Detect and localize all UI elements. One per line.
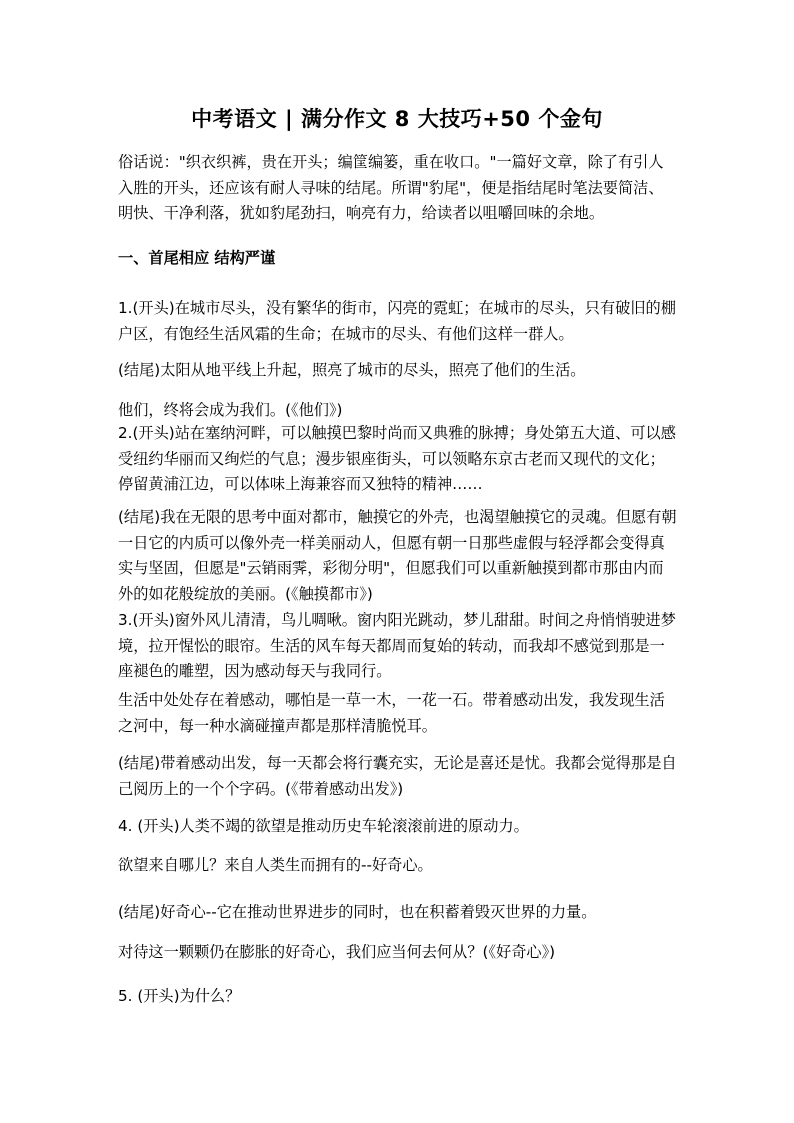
paragraph: 5. (开头)为什么？: [118, 987, 241, 1005]
paragraph: (结尾)我在无限的思考中面对都市，触摸它的外壳，也渴望触摸它的灵魂。但愿有朝一日它的内质可以像外壳一样美丽动人，但愿有朝一日那些虚假与轻浮都会变得真实与坚固，但愿是"云销雨霁，彩彻分明"，但愿我们可以重新触摸到都市那由内而外的如花般绽放的美丽。(《触摸都市》): [118, 508, 677, 603]
paragraph: 欲望来自哪儿？来自人类生而拥有的--好奇心。: [118, 856, 433, 874]
paragraph: 他们，终将会成为我们。(《他们》): [118, 401, 343, 419]
paragraph: 对待这一颗颗仍在膨胀的好奇心，我们应当何去何从？(《好奇心》): [118, 943, 556, 961]
paragraph: 生活中处处存在着感动，哪怕是一草一木，一花一石。带着感动出发，我发现生活之河中，每一种水滴碰撞声都是那样清脆悦耳。: [118, 691, 665, 735]
paragraph: 4. (开头)人类不竭的欲望是推动历史车轮滚滚前进的原动力。: [118, 817, 529, 835]
paragraph: 1.(开头)在城市尽头，没有繁华的街市，闪亮的霓虹；在城市的尽头，只有破旧的棚户区，有饱经生活风霜的生命；在城市的尽头、有他们这样一群人。: [118, 299, 676, 343]
paragraph: (结尾)好奇心--它在推动世界进步的同时，也在积蓄着毁灭世界的力量。: [118, 903, 597, 921]
paragraph: (结尾)带着感动出发，每一天都会将行囊充实，无论是喜还是忧。我都会觉得那是自己阅历上的一个个字码。(《带着感动出发》): [118, 754, 677, 798]
intro-paragraph: 俗话说："织衣织裤，贵在开头；编筐编篓，重在收口。"一篇好文章，除了有引人入胜的开头，还应该有耐人寻味的结尾。所谓"豹尾"，便是指结尾时笔法要简洁、明快、干净利落，犹如豹尾劲扫，响亮有力，给读者以咀嚼回味的余地。: [118, 153, 664, 222]
section-heading: 一、首尾相应 结构严谨: [118, 249, 276, 267]
page-title: 中考语文 | 满分作文 8 大技巧+50 个金句: [191, 107, 603, 131]
paragraph: (结尾)太阳从地平线上升起，照亮了城市的尽头，照亮了他们的生活。: [118, 361, 586, 379]
paragraph: 2.(开头)站在塞纳河畔，可以触摸巴黎时尚而又典雅的脉搏；身处第五大道、可以感受纽约华丽而又绚烂的气息；漫步银座街头，可以领略东京古老而又现代的文化；停留黄浦江边，可以体味上海兼容而又独特的精神……: [118, 424, 676, 493]
paragraph: 3.(开头)窗外风儿清清，鸟儿啁啾。窗内阳光跳动，梦儿甜甜。时间之舟悄悄驶进梦境，拉开惺忪的眼帘。生活的风车每天都周而复始的转动，而我却不感觉到那是一座褪色的雕塑，因为感动每天与我同行。: [118, 611, 676, 680]
